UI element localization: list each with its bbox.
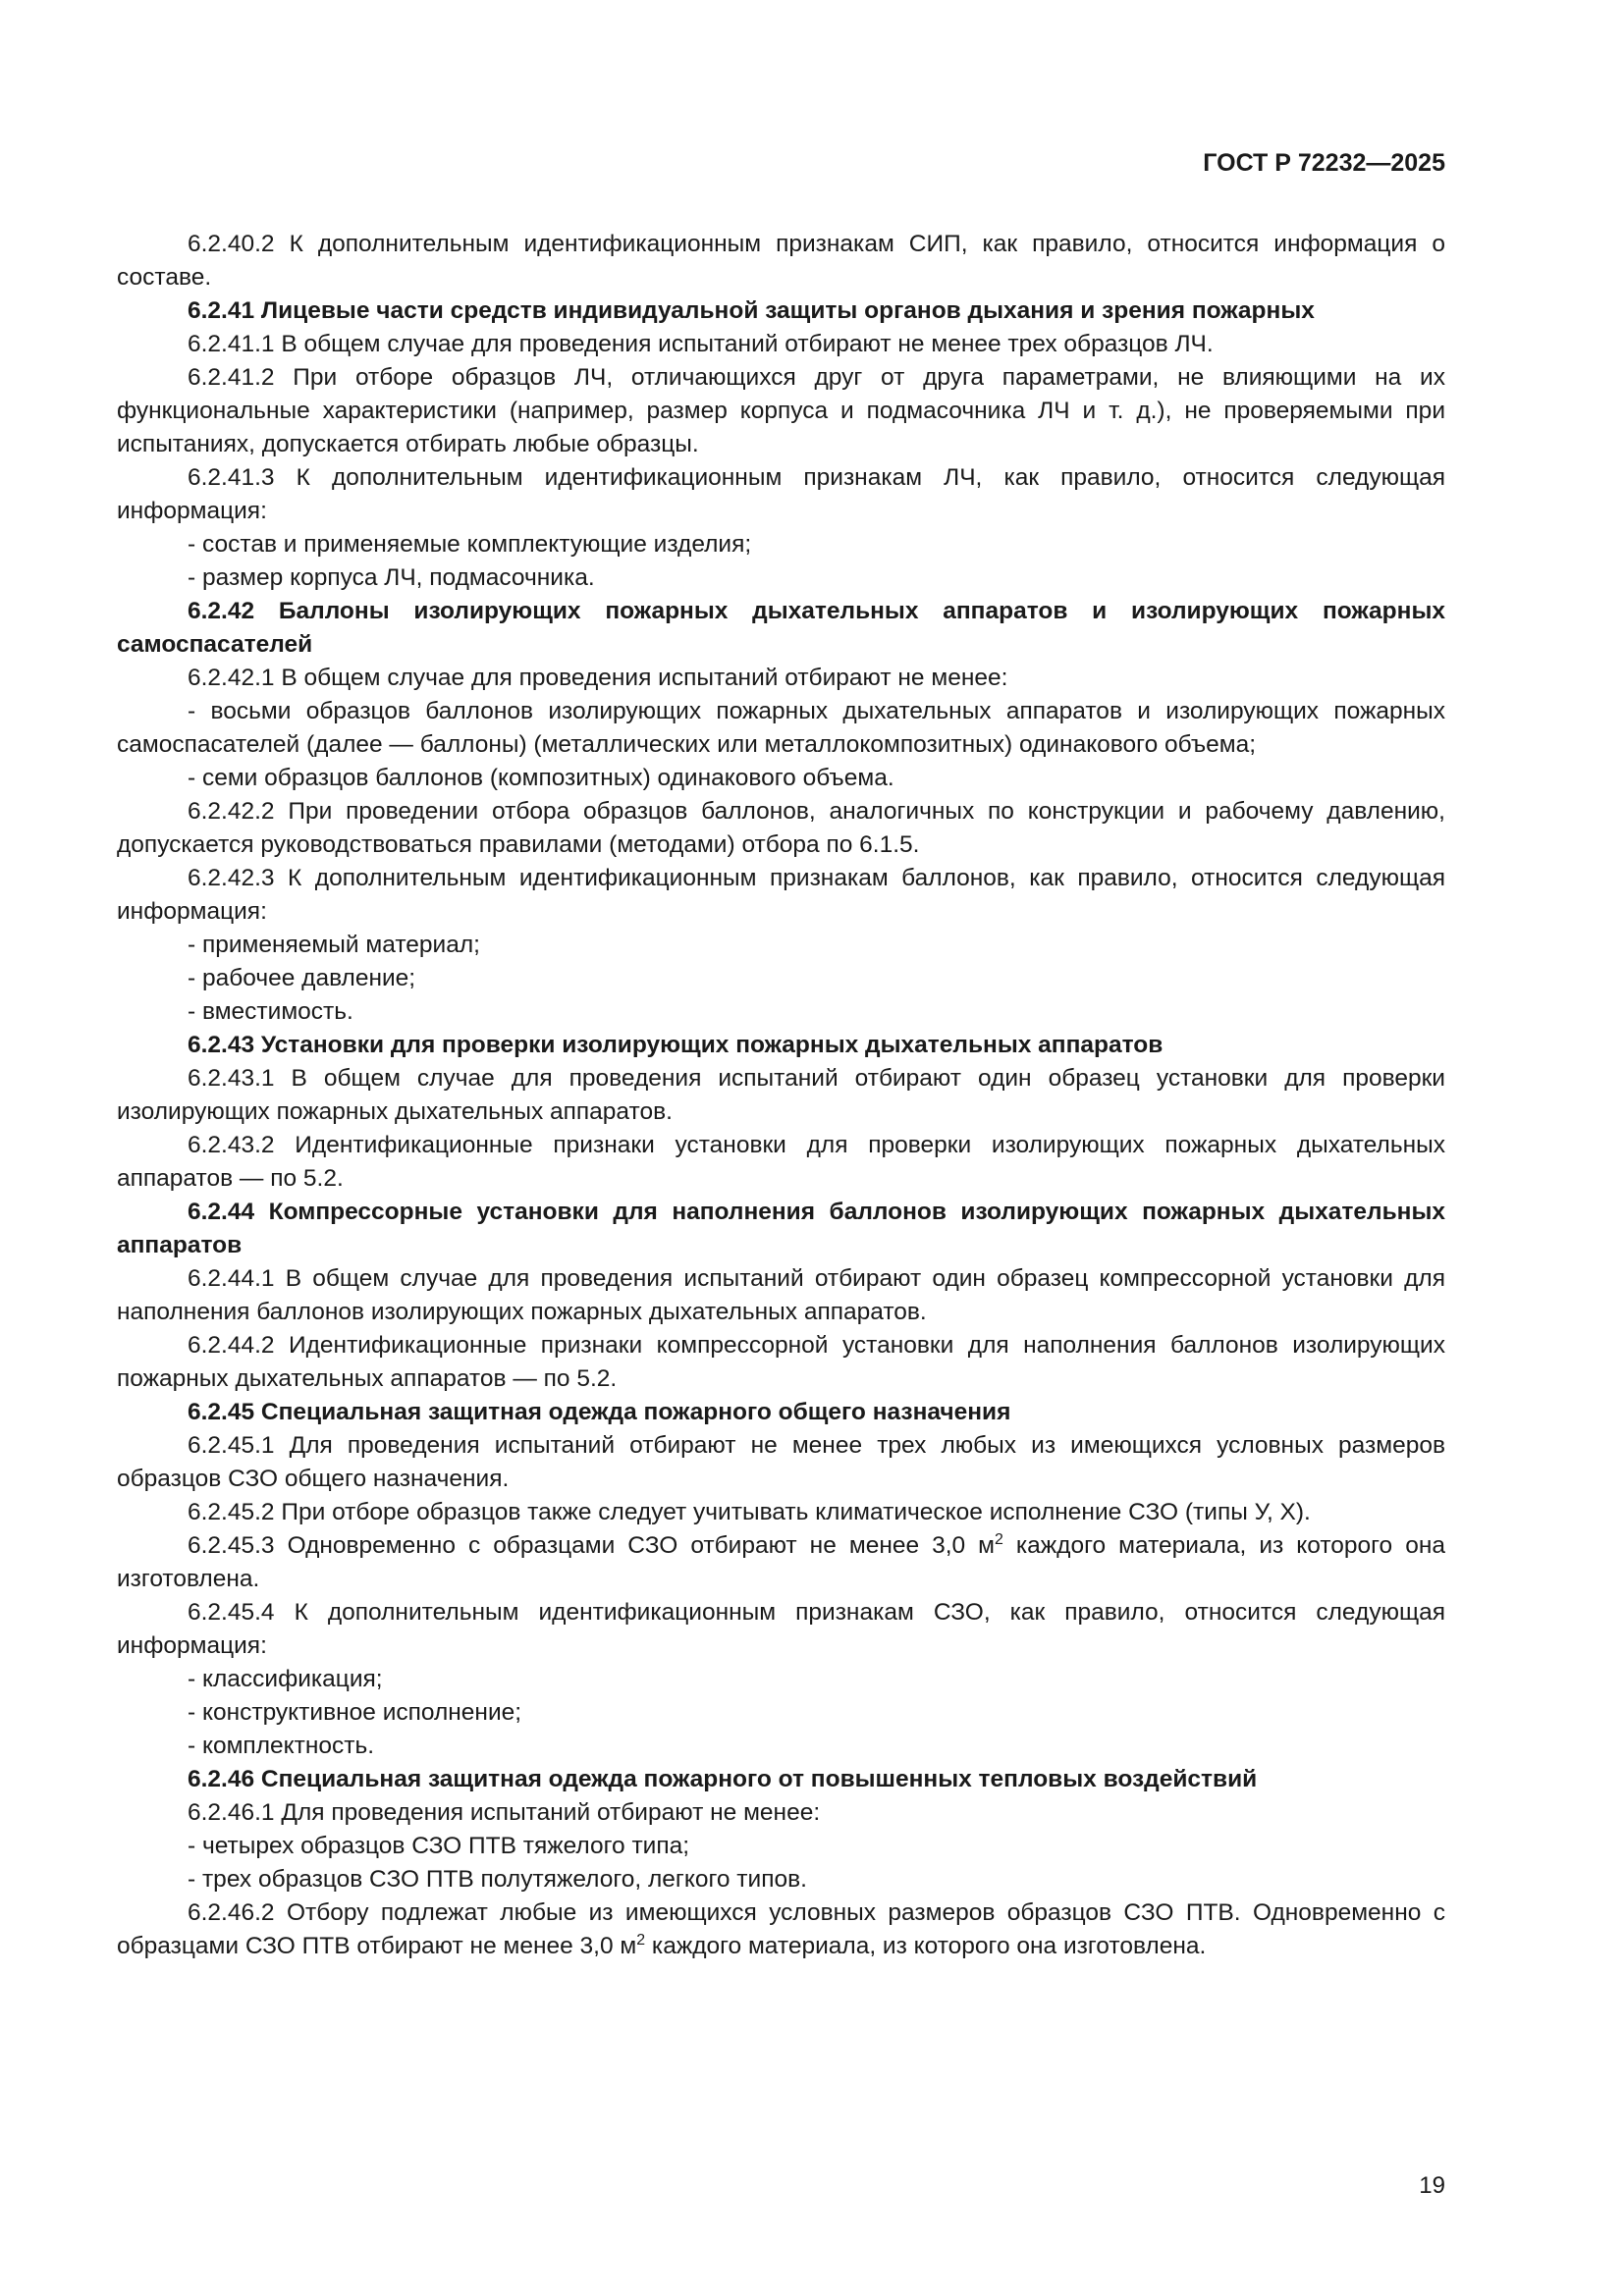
list-item: - конструктивное исполнение;: [188, 1699, 522, 1726]
paragraph-text: каждого материала, из которого она изготовлена.: [117, 1532, 1445, 1592]
superscript: 2: [995, 1530, 1003, 1548]
document-code: ГОСТ Р 72232—2025: [1203, 149, 1445, 177]
paragraph-text: 6.2.46.2 Отбору подлежат любые из имеющихся условных размеров образцов СЗО ПТВ. Одновременно с образцами СЗО ПТВ отбирают не менее 3,0 м: [117, 1899, 1445, 1959]
paragraph: 6.2.40.2 К дополнительным идентификационным признакам СИП, как правило, относится информация о составе.: [117, 231, 1445, 291]
paragraph: 6.2.45.2 При отборе образцов также следует учитывать климатическое исполнение СЗО (типы У, Х).: [188, 1499, 1311, 1525]
page-number: 19: [1419, 2172, 1445, 2199]
list-item: - трех образцов СЗО ПТВ полутяжелого, легкого типов.: [188, 1866, 807, 1893]
paragraph: 6.2.44.1 В общем случае для проведения испытаний отбирают один образец компрессорной установки для наполнения баллонов изолирующих пожарных дыхательных аппаратов.: [117, 1265, 1445, 1325]
list-item: - классификация;: [188, 1666, 383, 1692]
document-body: [117, 228, 1445, 1963]
list-item: - применяемый материал;: [188, 932, 480, 958]
paragraph: 6.2.42.1 В общем случае для проведения испытаний отбирают не менее:: [188, 665, 1008, 691]
paragraph: 6.2.43.1 В общем случае для проведения испытаний отбирают один образец установки для проверки изолирующих пожарных дыхательных аппаратов.: [117, 1065, 1445, 1125]
list-item: - рабочее давление;: [188, 965, 416, 991]
paragraph-text: каждого материала, из которого она изготовлена.: [645, 1933, 1207, 1959]
paragraph: 6.2.44.2 Идентификационные признаки компрессорной установки для наполнения баллонов изолирующих пожарных дыхательных аппаратов — по 5.2.: [117, 1332, 1445, 1392]
paragraph: 6.2.43.2 Идентификационные признаки установки для проверки изолирующих пожарных дыхательных аппаратов — по 5.2.: [117, 1132, 1445, 1192]
section-heading: 6.2.42 Баллоны изолирующих пожарных дыхательных аппаратов и изолирующих пожарных самоспасателей: [117, 598, 1445, 658]
list-item: - вместимость.: [188, 998, 353, 1025]
paragraph: 6.2.45.4 К дополнительным идентификационным признакам СЗО, как правило, относится следующая информация:: [117, 1599, 1445, 1659]
paragraph-text: 6.2.45.3 Одновременно с образцами СЗО отбирают не менее 3,0 м: [188, 1532, 996, 1559]
paragraph: 6.2.46.1 Для проведения испытаний отбирают не менее:: [188, 1799, 821, 1826]
list-item: - комплектность.: [188, 1733, 375, 1759]
list-item: - размер корпуса ЛЧ, подмасочника.: [188, 564, 595, 591]
section-heading: 6.2.46 Специальная защитная одежда пожарного от повышенных тепловых воздействий: [188, 1766, 1258, 1792]
section-heading: 6.2.41 Лицевые части средств индивидуальной защиты органов дыхания и зрения пожарных: [188, 297, 1315, 324]
paragraph: [117, 1896, 1445, 1963]
paragraph: 6.2.41.1 В общем случае для проведения испытаний отбирают не менее трех образцов ЛЧ.: [188, 331, 1214, 357]
list-item: - четырех образцов СЗО ПТВ тяжелого типа;: [188, 1833, 690, 1859]
superscript: 2: [636, 1931, 646, 1949]
paragraph: - восьми образцов баллонов изолирующих пожарных дыхательных аппаратов и изолирующих пожарных самоспасателей (далее — баллоны) (металлических или металлокомпозитных) одинакового объема;: [117, 698, 1445, 758]
list-item: - семи образцов баллонов (композитных) одинакового объема.: [188, 765, 894, 791]
paragraph: 6.2.41.2 При отборе образцов ЛЧ, отличающихся друг от друга параметрами, не влияющими на их функциональные характеристики (например, размер корпуса и подмасочника ЛЧ и т. д.), не проверяемыми при испытаниях, допускается отбирать любые образцы.: [117, 364, 1445, 457]
section-heading: 6.2.45 Специальная защитная одежда пожарного общего назначения: [188, 1399, 1011, 1425]
section-heading: 6.2.44 Компрессорные установки для наполнения баллонов изолирующих пожарных дыхательных аппаратов: [117, 1199, 1445, 1258]
paragraph: 6.2.45.1 Для проведения испытаний отбирают не менее трех любых из имеющихся условных размеров образцов СЗО общего назначения.: [117, 1432, 1445, 1492]
paragraph: 6.2.41.3 К дополнительным идентификационным признакам ЛЧ, как правило, относится следующая информация:: [117, 464, 1445, 524]
paragraph: [117, 1529, 1445, 1596]
paragraph: 6.2.42.2 При проведении отбора образцов баллонов, аналогичных по конструкции и рабочему давлению, допускается руководствоваться правилами (методами) отбора по 6.1.5.: [117, 798, 1445, 858]
list-item: - состав и применяемые комплектующие изделия;: [188, 531, 752, 558]
paragraph: 6.2.42.3 К дополнительным идентификационным признакам баллонов, как правило, относится следующая информация:: [117, 865, 1445, 925]
section-heading: 6.2.43 Установки для проверки изолирующих пожарных дыхательных аппаратов: [188, 1032, 1164, 1058]
